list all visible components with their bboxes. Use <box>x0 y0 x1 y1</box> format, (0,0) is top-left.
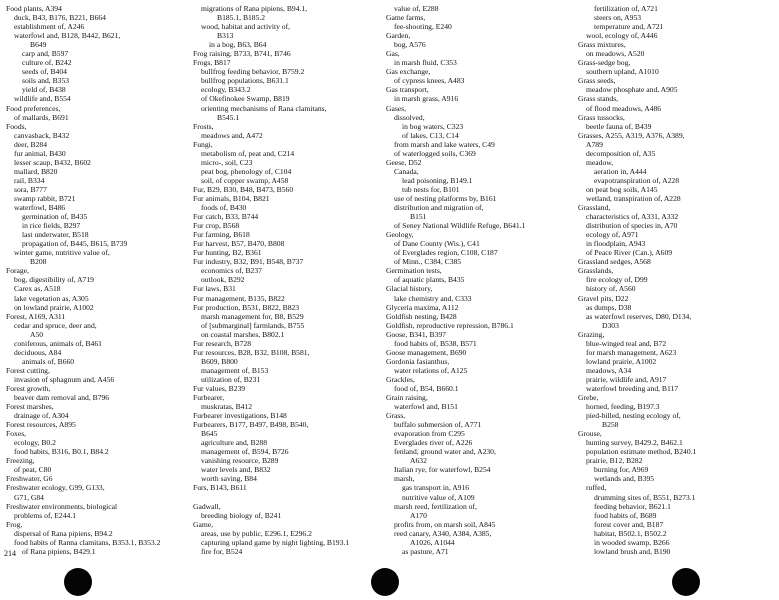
index-column-3 <box>386 4 572 556</box>
index-entry: forest cover and, B187 <box>594 519 664 529</box>
index-entry: hunting survey, B429.2, B462.1 <box>586 438 683 448</box>
index-entry: Furbearer, <box>193 393 225 403</box>
index-entry: Game farms, <box>386 13 426 23</box>
page-number: 214 <box>4 549 16 558</box>
index-entry: Forest resources, A895 <box>6 420 76 430</box>
index-entry: history of, A560 <box>586 284 636 294</box>
index-entry: evapotranspiration of, A228 <box>594 175 679 185</box>
index-entry: in rice fields, B297 <box>22 221 81 231</box>
index-entry: buffalo submersion of, A771 <box>394 420 482 430</box>
index-entry: Everglades river of, A226 <box>394 438 473 448</box>
index-entry: in floodplain, A943 <box>586 239 646 249</box>
index-entry: Goldfish nesting, B428 <box>386 311 457 321</box>
index-entry: Grouse, <box>578 429 602 439</box>
index-entry: Furbearer investigations, B148 <box>193 411 287 421</box>
index-entry: as waterfowl reserves, D80, D134, <box>586 311 692 321</box>
index-entry: Glacial history, <box>386 284 433 294</box>
index-entry: Freshwater, G6 <box>6 474 53 484</box>
index-entry: of cypress knees, A483 <box>394 76 465 86</box>
index-entry: meadow phosphate and, A905 <box>586 85 678 95</box>
index-entry: Frogs, B817 <box>193 58 231 68</box>
index-entry: of Rana pipiens, B429.1 <box>22 546 96 556</box>
index-entry: B151 <box>410 212 427 222</box>
index-entry: from marsh and lake waters, C49 <box>394 139 495 149</box>
index-entry: Forage, <box>6 266 29 276</box>
binder-hole <box>64 568 92 596</box>
index-entry: Foods, <box>6 121 27 131</box>
index-entry: B208 <box>30 257 47 267</box>
index-entry: winter game, nutritive value of, <box>14 248 110 258</box>
index-entry: on meadows, A520 <box>586 49 645 59</box>
index-entry: Grass seeds, <box>578 76 616 86</box>
index-entry: of mallards, B691 <box>14 112 69 122</box>
binder-hole <box>672 568 700 596</box>
index-entry: wood, habitat and activity of, <box>201 22 290 32</box>
index-entry: horned, feeding, B197.3 <box>586 402 660 412</box>
index-entry: dispersal of Rana pipiens, B94.2 <box>14 528 113 538</box>
index-entry: migrations of Rana pipiens, B94.1, <box>201 4 308 13</box>
index-entry: Grazing, <box>578 329 605 339</box>
index-entry: peat bog, phenology of, C104 <box>201 166 292 176</box>
index-entry: meadow, <box>586 157 614 167</box>
index-entry: problems of, E244.1 <box>14 510 77 520</box>
index-entry: water relations of, A125 <box>394 365 468 375</box>
index-entry: fenland, ground water and, A230, <box>394 447 496 457</box>
index-entry: fertilization of, A721 <box>594 4 658 13</box>
index-entry: breeding biology of, B241 <box>201 510 282 520</box>
index-entry: rail, B334 <box>14 175 45 185</box>
index-entry: deciduous, A84 <box>14 347 62 357</box>
index-entry: aeration in, A444 <box>594 166 647 176</box>
index-entry: value of, E288 <box>394 4 439 13</box>
index-entry: soil, of copper swamp, A458 <box>201 175 289 185</box>
index-entry: ecology, B343.2 <box>201 85 251 95</box>
index-entry: Gordonia fasianthus, <box>386 356 450 366</box>
index-entry: wool, ecology of, A446 <box>586 31 658 41</box>
index-entry: B258 <box>602 420 619 430</box>
index-entry: areas, use by public, E296.1, E296.2 <box>201 528 312 538</box>
index-entry: drainage of, A304 <box>14 411 69 421</box>
index-entry: Grain raising, <box>386 393 428 403</box>
binder-hole <box>371 568 399 596</box>
index-entry: fire for, B524 <box>201 546 243 556</box>
index-entry: Gas exchange, <box>386 67 431 77</box>
index-entry: blue-winged teal and, B72 <box>586 338 667 348</box>
index-entry: B649 <box>30 40 47 50</box>
index-entry: Fur laws, B31 <box>193 284 236 294</box>
index-entry: fur animal, B430 <box>14 148 66 158</box>
index-entry: nutritive value of, A109 <box>402 492 475 502</box>
index-entry: B185.1, B185.2 <box>217 13 266 23</box>
index-entry: propagation of, B445, B615, B739 <box>22 239 128 249</box>
index-entry: Fur industry, B32, B91, B548, B737 <box>193 257 304 267</box>
index-column-2 <box>193 4 379 556</box>
index-entry: Grasslands, <box>578 266 614 276</box>
index-entry: worth saving, B84 <box>201 474 257 484</box>
index-entry: agriculture and, B288 <box>201 438 268 448</box>
index-entry: swamp rabbit, B721 <box>14 193 76 203</box>
index-entry: of Dane County (Wis.), C41 <box>394 239 480 249</box>
index-entry: Grass, <box>386 411 406 421</box>
index-entry: Furbearers, B177, B497, B498, B540, <box>193 420 309 430</box>
index-entry: outlook, B292 <box>201 275 245 285</box>
index-entry: use of nesting platforms by, B161 <box>394 193 497 203</box>
index-entry: of peat, C80 <box>14 465 52 475</box>
index-entry: Forest growth, <box>6 383 51 393</box>
index-entry: habitat, B502.1, B502.2 <box>594 528 667 538</box>
index-entry: wetland, transpiration of, A228 <box>586 193 681 203</box>
index-entry: food habits of, B689 <box>594 510 657 520</box>
index-column-1 <box>6 4 186 556</box>
index-entry: marsh, <box>394 474 415 484</box>
index-entry: water levels and, B832 <box>201 465 271 475</box>
index-entry: Geese, D52 <box>386 157 422 167</box>
index-entry: population estimate method, B240.1 <box>586 447 697 457</box>
index-entry: Grassland, <box>578 203 611 213</box>
index-entry: distribution of species in, A70 <box>586 221 678 231</box>
index-entry: food habits of, B538, B571 <box>394 338 477 348</box>
index-entry: Fur resources, B28, B32, B108, B581, <box>193 347 310 357</box>
index-entry: of Seney National Wildlife Refuge, B641.1 <box>394 221 526 231</box>
index-entry: management of, B594, B726 <box>201 447 289 457</box>
index-entry: marsh reed, fertilization of, <box>394 501 477 511</box>
index-entry: Goose management, B690 <box>386 347 467 357</box>
index-entry: lake chemistry and, C333 <box>394 293 472 303</box>
index-entry: food of, B54, B660.1 <box>394 383 459 393</box>
index-entry: D303 <box>602 320 619 330</box>
index-entry: southern upland, A1010 <box>586 67 659 77</box>
index-entry: meadows, A34 <box>586 365 632 375</box>
index-entry: Frog, <box>6 519 23 529</box>
index-entry: utilization of, B231 <box>201 374 261 384</box>
index-entry: Freshwater ecology, G99, G133, <box>6 483 105 493</box>
index-entry: ruffed, <box>586 483 607 493</box>
index-entry: Foxes, <box>6 429 27 439</box>
index-entry: bullfrog feeding behavior, B759.2 <box>201 67 305 77</box>
index-entry: profits from, on marsh soil, A845 <box>394 519 496 529</box>
index-entry: Fur crop, B568 <box>193 221 240 231</box>
index-entry: food habits of Ranna clamitans, B353.1, B353.2 <box>14 537 161 547</box>
index-entry: bullfrog populations, B631.1 <box>201 76 289 86</box>
index-entry: ecology of, A971 <box>586 230 639 240</box>
index-entry: Grebe, <box>578 393 599 403</box>
index-entry: Grass mixtures, <box>578 40 626 50</box>
index-entry: Fur animals, B104, B821 <box>193 193 270 203</box>
index-entry: Grass-sedge bog, <box>578 58 631 68</box>
index-entry: Forest marshes, <box>6 402 54 412</box>
index-entry: waterfowl and, B151 <box>394 402 458 412</box>
index-entry: tub nests for, B101 <box>402 184 460 194</box>
index-entry: of waterlogged soils, C369 <box>394 148 476 158</box>
index-entry: Fur research, B728 <box>193 338 251 348</box>
index-entry: lake vegetation as, A305 <box>14 293 89 303</box>
index-entry: beaver dam removal and, B796 <box>14 393 110 403</box>
index-entry: of [submarginal] farmlands, B755 <box>201 320 305 330</box>
index-entry: soils and, B353 <box>22 76 70 86</box>
index-entry: Carex as, A518 <box>14 284 61 294</box>
index-entry: of flood meadows, A486 <box>586 103 662 113</box>
index-entry: gas transport in, A916 <box>402 483 470 493</box>
index-entry: culture of, B242 <box>22 58 72 68</box>
index-entry: vanishing resource, B289 <box>201 456 279 466</box>
index-entry: establishment of, A246 <box>14 22 85 32</box>
index-entry: Goldfish, reproductive repression, B786.1 <box>386 320 514 330</box>
index-entry: waterfowl, B486 <box>14 203 66 213</box>
index-entry: last underwater, B518 <box>22 230 89 240</box>
index-entry: A50 <box>30 329 44 339</box>
index-entry: food habits, B316, B0.1, B84.2 <box>14 447 109 457</box>
index-entry: Fur catch, B33, B744 <box>193 212 259 222</box>
index-entry: in bog waters, C323 <box>402 121 464 131</box>
index-entry: beetle fauna of, B439 <box>586 121 652 131</box>
index-entry: A632 <box>410 456 427 466</box>
index-entry: in marsh fluid, C353 <box>394 58 457 68</box>
index-entry: foods of, B430 <box>201 203 247 213</box>
index-entry: management of, B153 <box>201 365 269 375</box>
index-entry: on lowland prairie, A1002 <box>14 302 94 312</box>
index-entry: G71, G84 <box>14 492 44 502</box>
index-entry: lead poisoning, B149.1 <box>402 175 473 185</box>
index-entry: feeding behavior, B621.1 <box>594 501 671 511</box>
index-entry: waterfowl breeding and, B117 <box>586 383 679 393</box>
index-entry: sora, B777 <box>14 184 47 194</box>
index-entry: marsh management for, B8, B529 <box>201 311 304 321</box>
index-entry: in a bog, B63, B64 <box>209 40 267 50</box>
index-entry: dissolved, <box>394 112 425 122</box>
index-entry: Food plants, A394 <box>6 4 62 13</box>
index-column-4 <box>578 4 774 556</box>
index-entry: Freshwater environments, biological <box>6 501 118 511</box>
index-entry: Grassland sedges, A568 <box>578 257 651 267</box>
index-entry: for marsh management, A623 <box>586 347 677 357</box>
index-entry: fee-shooting, E240 <box>394 22 452 32</box>
index-entry: of Minn., C384, C385 <box>394 257 462 267</box>
index-entry: in wooded swamp, B266 <box>594 537 670 547</box>
index-entry: micro-, soil, C23 <box>201 157 253 167</box>
index-entry: ecology, B0.2 <box>14 438 56 448</box>
index-entry: Forest cutting, <box>6 365 50 375</box>
index-entry: A789 <box>586 139 603 149</box>
index-entry: in marsh grass, A916 <box>394 94 459 104</box>
index-entry: fire ecology of, D99 <box>586 275 648 285</box>
index-entry: Germination tests, <box>386 266 442 276</box>
index-entry: temperature and, A721 <box>594 22 664 32</box>
index-entry: Grackles, <box>386 374 415 384</box>
index-entry: prairie, wildlife and, A917 <box>586 374 667 384</box>
blank-line <box>193 493 379 502</box>
index-entry: Furs, B143, B611 <box>193 483 247 493</box>
index-entry: orienting mechanisms of Rana clamitans, <box>201 103 327 113</box>
index-entry: burning for, A969 <box>594 465 649 475</box>
index-entry: muskratas, B412 <box>201 402 253 412</box>
index-entry: Frosts, <box>193 121 214 131</box>
index-entry: Fungi, <box>193 139 213 149</box>
index-entry: canvasback, B432 <box>14 130 70 140</box>
index-entry: B313 <box>217 31 234 41</box>
index-entry: lowland prairie, A1002 <box>586 356 657 366</box>
index-entry: coniferous, animals of, B461 <box>14 338 102 348</box>
index-entry: capturing upland game by night lighting, B193.1 <box>201 537 350 547</box>
index-entry: Canada, <box>394 166 419 176</box>
index-entry: Fur hunting, B2, B361 <box>193 248 262 258</box>
index-entry: germination of, B435 <box>22 212 88 222</box>
index-entry: carp and, B597 <box>22 49 69 59</box>
index-entry: animals of, B660 <box>22 356 75 366</box>
index-entry: Fur management, B135, B822 <box>193 293 285 303</box>
index-entry: A1026, A1044 <box>410 537 455 547</box>
index-entry: Frog raising, B733, B741, B746 <box>193 49 291 59</box>
index-entry: Glyceria maxima, A112 <box>386 302 459 312</box>
index-entry: lesser scaup, B432, B602 <box>14 157 91 167</box>
index-entry: on peat bog soils, A145 <box>586 184 658 194</box>
index-entry: prairie, B12, B282 <box>586 456 643 466</box>
index-entry: Goose, B341, B397 <box>386 329 446 339</box>
index-entry: waterfowl and, B128, B442, B621, <box>14 31 121 41</box>
index-entry: Gadwall, <box>193 501 221 511</box>
index-entry: Garden, <box>386 31 411 41</box>
index-entry: Fur production, B531, B822, B823 <box>193 302 300 312</box>
index-entry: B645 <box>201 429 218 439</box>
index-entry: bog, digestibility of, A719 <box>14 275 94 285</box>
index-entry: Grasses, A255, A319, A376, A389, <box>578 130 685 140</box>
index-entry: Freezing, <box>6 456 35 466</box>
index-entry: lowland brush and, B190 <box>594 546 671 556</box>
index-entry: Fur farming, B618 <box>193 230 250 240</box>
index-entry: Grass tussocks, <box>578 112 625 122</box>
index-entry: Food preferences, <box>6 103 61 113</box>
index-entry: Fur values, B239 <box>193 383 246 393</box>
index-entry: Italian rye, for waterfowl, B254 <box>394 465 491 475</box>
index-entry: A170 <box>410 510 427 520</box>
index-entry: of Okefinokee Swamp, B819 <box>201 94 290 104</box>
index-entry: yield of, B438 <box>22 85 66 95</box>
index-entry: invasion of sphagnum and, A456 <box>14 374 115 384</box>
index-entry: B545.1 <box>217 112 240 122</box>
index-entry: drumming sites of, B551, B273.1 <box>594 492 696 502</box>
index-entry: of aquatic plants, B435 <box>394 275 465 285</box>
index-entry: of Peace River (Can.), A609 <box>586 248 673 258</box>
index-entry: Gases, <box>386 103 407 113</box>
index-entry: Forest, A169, A311 <box>6 311 66 321</box>
index-entry: as pasture, A71 <box>402 546 449 556</box>
index-entry: duck, B43, B176, B221, B664 <box>14 13 106 23</box>
index-entry: evaporation from C295 <box>394 429 465 439</box>
index-entry: of Everglades region, C108, C187 <box>394 248 498 258</box>
index-entry: steers on, A953 <box>594 13 642 23</box>
index-entry: of lakes, C13, C14 <box>402 130 459 140</box>
index-entry: B609, B800 <box>201 356 238 366</box>
index-entry: Gravel pits, D22 <box>578 293 629 303</box>
index-entry: mallard, B820 <box>14 166 58 176</box>
index-entry: Fur harvest, B57, B470, B808 <box>193 239 285 249</box>
index-entry: seeds of, B404 <box>22 67 67 77</box>
index-entry: meadows and, A472 <box>201 130 263 140</box>
index-entry: distribution and migration of, <box>394 203 484 213</box>
index-entry: decomposition of, A35 <box>586 148 656 158</box>
index-entry: Grass stands, <box>578 94 619 104</box>
index-entry: reed canary, A340, A384, A385, <box>394 528 492 538</box>
index-entry: deer, B284 <box>14 139 48 149</box>
index-entry: Geology, <box>386 230 414 240</box>
index-entry: economics of, B237 <box>201 266 262 276</box>
index-entry: wildlife and, B554 <box>14 94 71 104</box>
index-entry: cedar and spruce, deer and, <box>14 320 97 330</box>
index-entry: Game, <box>193 519 214 529</box>
index-entry: Fur, B29, B30, B48, B473, B560 <box>193 184 294 194</box>
index-entry: characteristics of, A331, A332 <box>586 212 679 222</box>
index-entry: pied-billed, nesting ecology of, <box>586 411 681 421</box>
index-entry: as dumps, D38 <box>586 302 632 312</box>
index-entry: wetlands and, B395 <box>594 474 655 484</box>
index-entry: metabolism of, peat and, C214 <box>201 148 295 158</box>
index-entry: Gas, <box>386 49 400 59</box>
index-entry: on coastal marshes, B802.1 <box>201 329 285 339</box>
index-entry: Gas transport, <box>386 85 429 95</box>
index-entry: bog, A576 <box>394 40 426 50</box>
